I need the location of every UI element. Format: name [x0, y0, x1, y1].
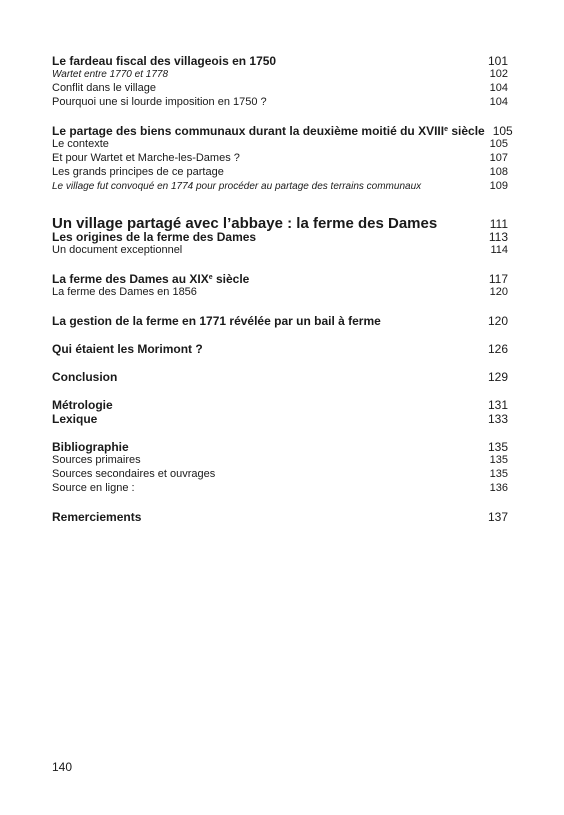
toc-entry-title: Métrologie [52, 398, 113, 412]
toc-entry-title: Pourquoi une si lourde imposition en 1750 ? [52, 96, 267, 108]
toc-entry-page: 137 [487, 510, 508, 524]
toc-entry-title: La ferme des Dames au XIXe siècle [52, 272, 250, 286]
toc-entry [52, 152, 508, 164]
toc-entry-title: Wartet entre 1770 et 1778 [52, 69, 169, 80]
toc-entry [52, 468, 508, 480]
toc-entry-page: 126 [487, 342, 508, 356]
toc-entry-page: 111 [489, 217, 508, 231]
toc-entry [52, 398, 508, 412]
toc-entry [52, 124, 513, 138]
toc-entry-title: Les grands principes de ce partage [52, 166, 224, 178]
toc-entry-title: Source en ligne : [52, 482, 135, 494]
toc-entry-page: 113 [488, 230, 508, 244]
toc-entry-page: 101 [487, 54, 508, 68]
toc-entry-page: 107 [489, 152, 508, 164]
toc-entry-title: Sources primaires [52, 454, 141, 466]
toc-entry [52, 138, 508, 150]
toc-entry-title: La ferme des Dames en 1856 [52, 286, 197, 298]
toc-entry-title: Et pour Wartet et Marche-les-Dames ? [52, 152, 240, 164]
toc-entry-page: 114 [490, 244, 508, 256]
toc-entry-page: 105 [492, 124, 513, 138]
toc-entry [52, 272, 508, 286]
toc-entry-title: Un village partagé avec l’abbaye : la ferme des Dames [52, 215, 438, 232]
toc-entry [52, 454, 508, 466]
toc-entry [52, 482, 508, 494]
toc-entry-title: Conclusion [52, 370, 118, 384]
toc-entry-page: 135 [489, 454, 508, 466]
toc-entry [52, 314, 508, 328]
toc-entry [52, 180, 508, 192]
toc-entry-page: 135 [489, 468, 508, 480]
toc-entry-page: 117 [488, 272, 508, 286]
toc-entry [52, 82, 508, 94]
toc-entry [52, 244, 508, 256]
toc-entry-page: 102 [489, 68, 508, 80]
toc-entry-title: La gestion de la ferme en 1771 révélée par un bail à ferme [52, 314, 381, 328]
toc-entry-page: 136 [489, 482, 508, 494]
toc-entry-page: 120 [489, 286, 508, 298]
toc-entry-title: Le fardeau fiscal des villageois en 1750 [52, 54, 277, 68]
toc-entry [52, 510, 508, 524]
toc-entry [52, 370, 508, 384]
toc-entry-page: 129 [487, 370, 508, 384]
toc-entry-page: 104 [489, 82, 508, 94]
toc-entry [52, 342, 508, 356]
toc-entry-title: Bibliographie [52, 440, 129, 454]
toc-entry-title: Sources secondaires et ouvrages [52, 468, 216, 480]
toc-entry-page: 104 [489, 96, 508, 108]
toc-entry-page: 105 [489, 138, 508, 150]
toc-entry-title: Conflit dans le village [52, 82, 156, 94]
toc-entry-page: 108 [489, 166, 508, 178]
toc-entry [52, 230, 508, 244]
toc-entry [52, 96, 508, 108]
toc-entry [52, 68, 508, 80]
toc-entry-page: 133 [487, 412, 508, 426]
toc-entry [52, 54, 508, 68]
toc-entry [52, 286, 508, 298]
toc-entry [52, 412, 508, 426]
toc-entry-page: 120 [487, 314, 508, 328]
toc-entry-title: Remerciements [52, 510, 142, 524]
toc-entry-title: Un document exceptionnel [52, 244, 183, 256]
toc-entry-title: Lexique [52, 412, 98, 426]
toc-entry-title: Les origines de la ferme des Dames [52, 230, 257, 244]
toc-entry-page: 131 [487, 398, 508, 412]
toc-entry-title: Le contexte [52, 138, 109, 150]
toc-entry-page: 135 [487, 440, 508, 454]
toc-entry-title: Le partage des biens communaux durant la deuxième moitié du XVIIIe siècle [52, 124, 485, 138]
toc-entry-title: Qui étaient les Morimont ? [52, 342, 203, 356]
toc-entry [52, 440, 508, 454]
toc-entry-page: 109 [489, 180, 508, 192]
toc-entry [52, 166, 508, 178]
page-number: 140 [52, 760, 73, 774]
toc-entry-title: Le village fut convoqué en 1774 pour procéder au partage des terrains communaux [52, 181, 422, 192]
